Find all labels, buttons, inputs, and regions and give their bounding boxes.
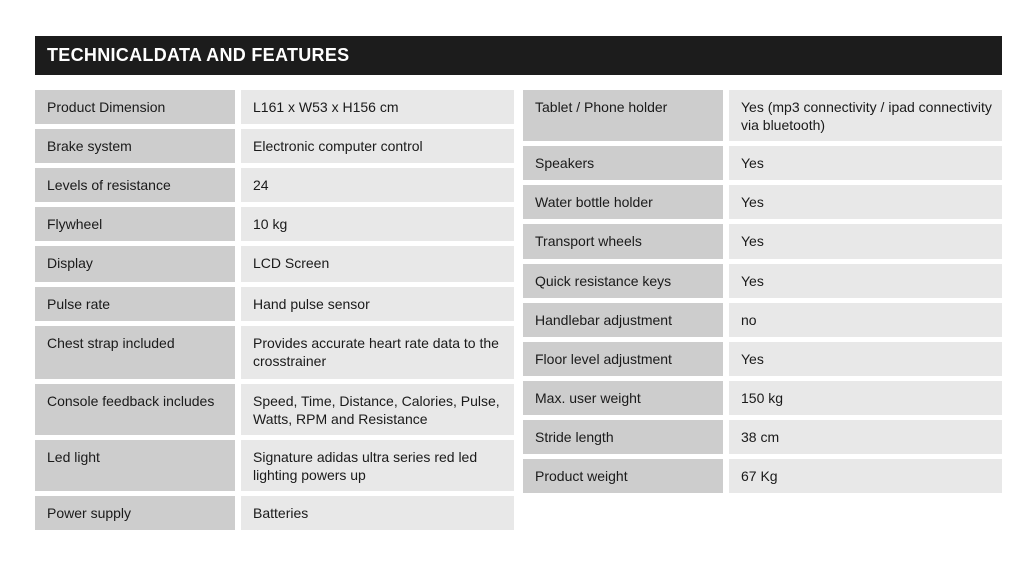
spec-label: Levels of resistance: [35, 168, 235, 202]
spec-value: Yes (mp3 connectivity / ipad connectivity via bluetooth): [729, 90, 1002, 141]
spec-label: Power supply: [35, 496, 235, 530]
spec-value: Signature adidas ultra series red led lighting powers up: [241, 440, 514, 491]
spec-row: [35, 440, 514, 491]
spec-value: Yes: [729, 342, 1002, 376]
spec-value: Hand pulse sensor: [241, 287, 514, 321]
spec-label: Transport wheels: [523, 224, 723, 259]
spec-row: [523, 90, 1002, 141]
spec-value: L161 x W53 x H156 cm: [241, 90, 514, 124]
spec-row: [523, 303, 1002, 337]
spec-value: Yes: [729, 185, 1002, 219]
spec-row: [35, 384, 514, 435]
spec-label: Chest strap included: [35, 326, 235, 379]
spec-value: 150 kg: [729, 381, 1002, 415]
spec-label: Product weight: [523, 459, 723, 493]
spec-value: 24: [241, 168, 514, 202]
spec-label: Brake system: [35, 129, 235, 163]
spec-label: Console feedback includes: [35, 384, 235, 435]
spec-label: Max. user weight: [523, 381, 723, 415]
spec-value: Electronic computer control: [241, 129, 514, 163]
spec-row: [35, 496, 514, 530]
spec-row: [523, 185, 1002, 219]
spec-label: Led light: [35, 440, 235, 491]
spec-row: [35, 168, 514, 202]
spec-value: 67 Kg: [729, 459, 1002, 493]
spec-table-right: [523, 90, 1002, 498]
spec-row: [35, 129, 514, 163]
spec-label: Product Dimension: [35, 90, 235, 124]
spec-label: Display: [35, 246, 235, 282]
spec-label: Flywheel: [35, 207, 235, 241]
spec-table-left: [35, 90, 514, 535]
spec-row: [35, 326, 514, 379]
spec-value: Batteries: [241, 496, 514, 530]
spec-value: 10 kg: [241, 207, 514, 241]
spec-label: Stride length: [523, 420, 723, 454]
page-title: TECHNICALDATA AND FEATURES: [35, 36, 1002, 75]
spec-label: Pulse rate: [35, 287, 235, 321]
spec-label: Tablet / Phone holder: [523, 90, 723, 141]
spec-row: [523, 264, 1002, 298]
spec-value: Provides accurate heart rate data to the crosstrainer: [241, 326, 514, 379]
spec-value: Yes: [729, 224, 1002, 259]
spec-row: [35, 287, 514, 321]
spec-row: [523, 381, 1002, 415]
spec-value: LCD Screen: [241, 246, 514, 282]
spec-value: no: [729, 303, 1002, 337]
spec-value: Yes: [729, 264, 1002, 298]
spec-row: [523, 342, 1002, 376]
spec-label: Water bottle holder: [523, 185, 723, 219]
spec-label: Handlebar adjustment: [523, 303, 723, 337]
spec-row: [523, 420, 1002, 454]
spec-label: Speakers: [523, 146, 723, 180]
spec-label: Quick resistance keys: [523, 264, 723, 298]
spec-row: [523, 224, 1002, 259]
spec-row: [35, 246, 514, 282]
spec-label: Floor level adjustment: [523, 342, 723, 376]
spec-row: [35, 90, 514, 124]
spec-value: 38 cm: [729, 420, 1002, 454]
spec-value: Speed, Time, Distance, Calories, Pulse, Watts, RPM and Resistance: [241, 384, 514, 435]
spec-row: [35, 207, 514, 241]
spec-row: [523, 146, 1002, 180]
spec-value: Yes: [729, 146, 1002, 180]
spec-row: [523, 459, 1002, 493]
